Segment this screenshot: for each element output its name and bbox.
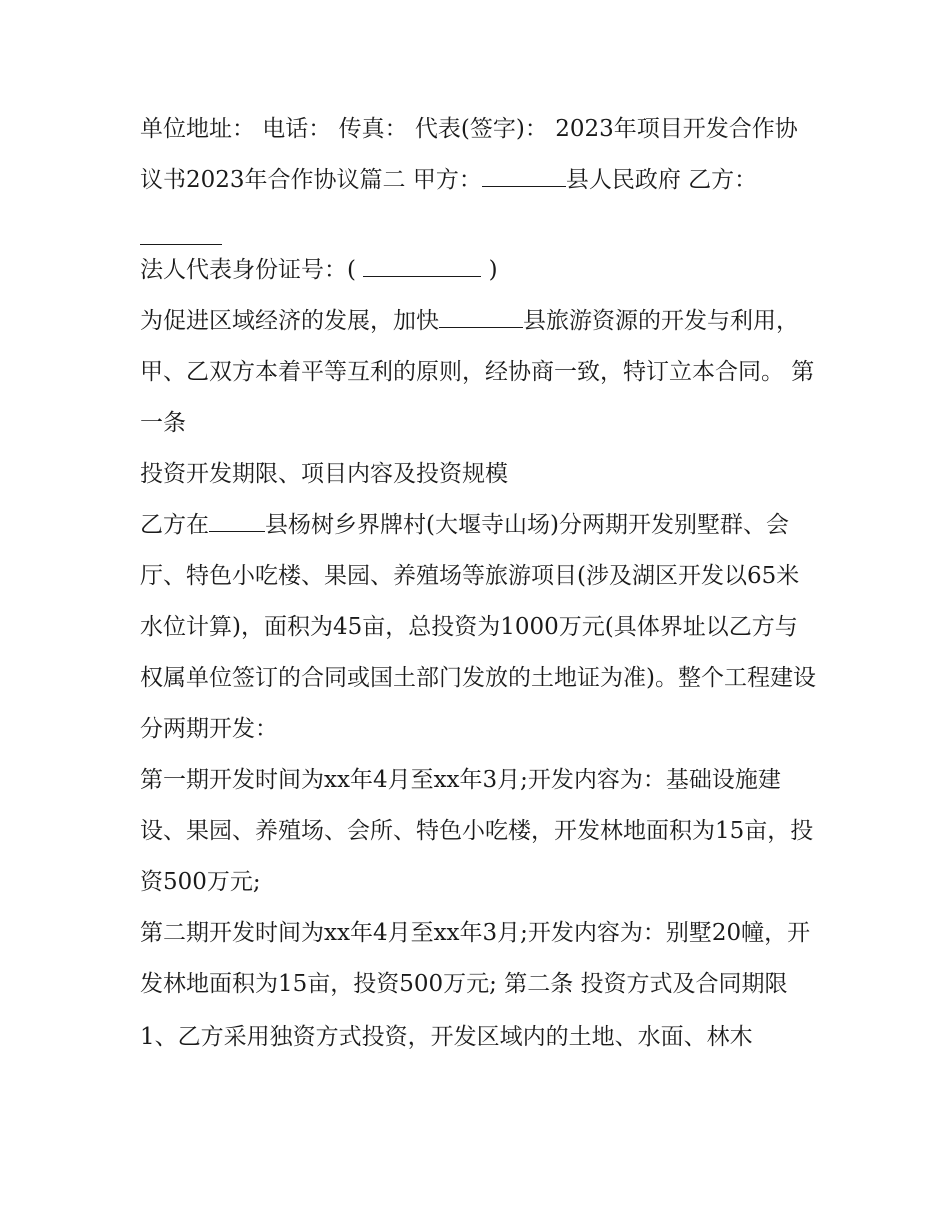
section-heading: 投资开发期限、项目内容及投资规模 — [140, 461, 508, 487]
header-text: 单位地址： 电话： 传真： 代表(签字)： 2023年项目开发合作协议书2023年合作协议篇二 甲方： — [140, 116, 798, 193]
paragraph-header — [140, 104, 820, 245]
project-text-tail: 县杨树乡界牌村(大堰寺山场)分两期开发别墅群、会厅、特色小吃楼、果园、养殖场等旅游项目(涉及湖区开发以65米水位计算)，面积为45亩，总投资为1000万元(具体界址以乙方与权属单位签订的合同或国土部门发放的土地证为准)。整个工程建设分两期开发： — [140, 512, 816, 742]
blank-line — [439, 309, 523, 328]
document-page — [140, 104, 820, 1063]
paragraph-phase-two: 第二期开发时间为xx年4月至xx年3月;开发内容为：别墅20幢，开发林地面积为15亩，投资500万元; 第二条 投资方式及合同期限 — [140, 920, 811, 997]
paragraph-purpose — [140, 296, 820, 449]
blank-line — [482, 168, 566, 187]
blank-line — [140, 224, 222, 245]
paragraph-clause-1: 1、乙方采用独资方式投资，开发区域内的土地、水面、林木 — [140, 1024, 753, 1050]
blank-line — [363, 258, 481, 277]
blank-line — [209, 513, 265, 532]
paragraph-phase-one: 第一期开发时间为xx年4月至xx年3月;开发内容为：基础设施建设、果园、养殖场、会所、特色小吃楼，开发林地面积为15亩，投资500万元; — [140, 767, 814, 895]
purpose-text-tail: 县旅游资源的开发与利用，甲、乙双方本着平等互利的原则，经协商一致，特订立本合同。 第一条 — [140, 308, 815, 436]
purpose-text: 为促进区域经济的发展，加快 — [140, 308, 439, 334]
paragraph-project — [140, 500, 820, 755]
id-end: ) — [481, 257, 498, 283]
header-text-tail: 县人民政府 乙方： — [565, 167, 758, 193]
id-label: 法人代表身份证号：( — [140, 257, 364, 283]
paragraph-id-number — [140, 245, 820, 296]
project-text: 乙方在 — [140, 512, 209, 538]
